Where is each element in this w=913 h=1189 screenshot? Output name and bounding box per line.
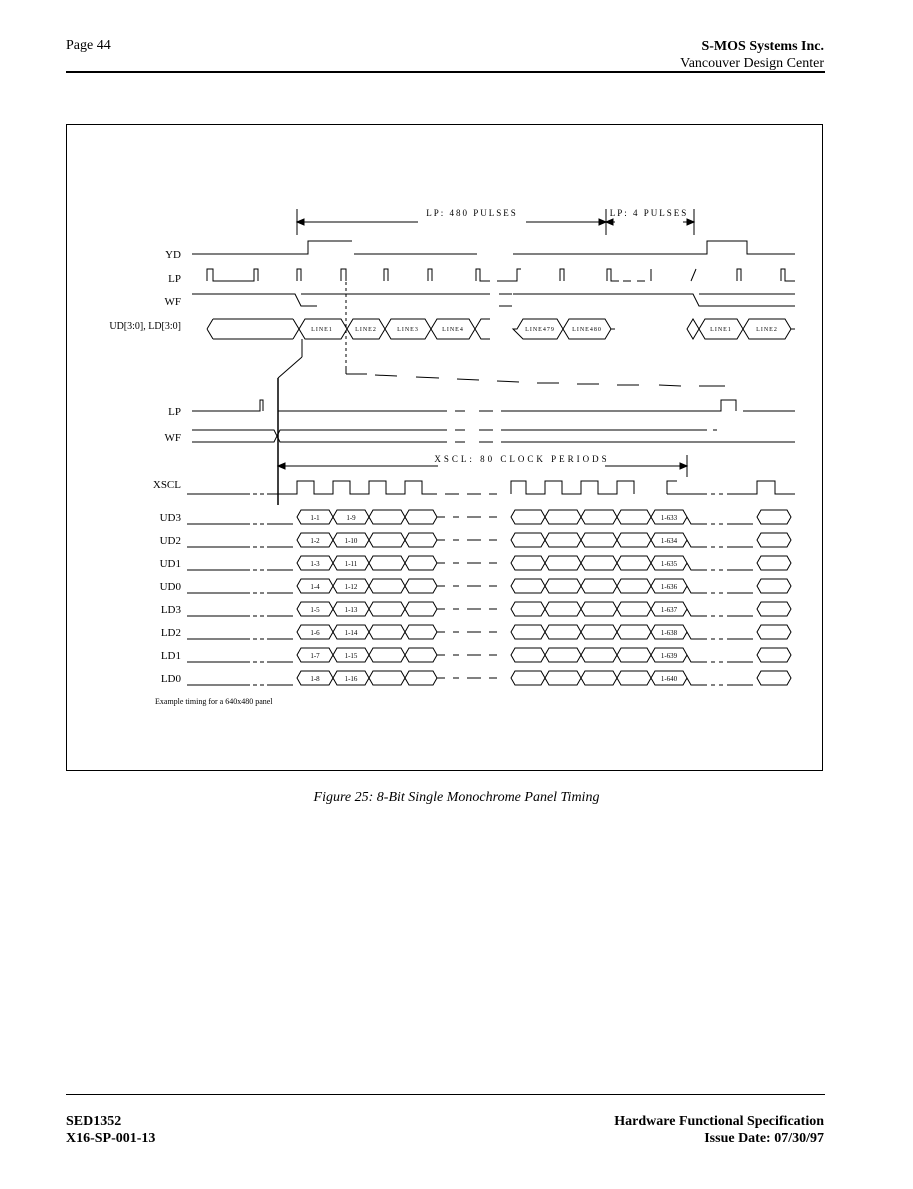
row-cell-label: 1-636	[660, 583, 678, 591]
data-row-ld1	[161, 648, 791, 662]
row-cell-label: 1-9	[346, 514, 356, 522]
row-cell-label: 1-16	[344, 675, 358, 683]
data-cell-line480: LINE480	[572, 327, 602, 333]
page-number: Page 44	[66, 38, 111, 53]
row-label-ld3: LD3	[160, 604, 181, 616]
data-cell-line1-next: LINE1	[710, 327, 732, 333]
doc-number: X16-SP-001-13	[66, 1131, 156, 1146]
wf-detail-waveform	[192, 430, 795, 442]
data-cell-line479: LINE479	[525, 327, 555, 333]
signal-label-lp-detail: LP	[168, 406, 181, 418]
row-label-ld0: LD0	[160, 673, 181, 685]
data-row-ld2	[161, 625, 791, 639]
row-cell-label: 1-14	[344, 629, 358, 637]
data-row-ud3	[160, 510, 791, 524]
footer-rule	[66, 1094, 825, 1095]
row-cell-label: 1-10	[344, 537, 358, 545]
signal-label-wf: WF	[164, 296, 181, 308]
signal-label-ud-ld: UD[3:0], LD[3:0]	[109, 321, 181, 332]
timing-diagram	[67, 125, 824, 772]
signal-label-xscl: XSCL	[152, 479, 181, 491]
row-cell-label: 1-15	[344, 652, 358, 660]
timing-figure	[66, 124, 823, 771]
row-label-ld1: LD1	[160, 650, 181, 662]
header-company-block	[680, 38, 824, 72]
data-row-ld0	[161, 671, 791, 685]
data-row-ud0	[160, 579, 791, 593]
row-cell-label: 1-8	[310, 675, 320, 683]
row-cell-label: 1-633	[660, 514, 678, 522]
xscl-periods-label: XSCL: 80 CLOCK PERIODS	[434, 454, 610, 464]
row-cell-label: 1-11	[344, 560, 358, 568]
doc-title: Hardware Functional Specification	[614, 1114, 824, 1129]
row-bus-cells	[297, 625, 791, 639]
signal-label-yd: YD	[165, 249, 181, 261]
lp-waveform	[207, 269, 795, 281]
row-cell-label: 1-3	[310, 560, 320, 568]
data-row-ud2	[160, 533, 791, 547]
zoom-guides	[278, 282, 725, 386]
row-bus-cells	[297, 556, 791, 570]
row-cell-label: 1-4	[310, 583, 320, 591]
yd-waveform	[192, 241, 352, 254]
wf-waveform	[192, 294, 795, 306]
row-label-ud1: UD1	[159, 558, 181, 570]
row-cell-label: 1-13	[344, 606, 358, 614]
footer-left	[66, 1113, 155, 1147]
department-name: Vancouver Design Center	[680, 56, 824, 71]
row-label-ud2: UD2	[159, 535, 181, 547]
data-cell-line3: LINE3	[397, 327, 419, 333]
example-note: Example timing for a 640x480 panel	[155, 697, 273, 706]
data-row-ud1	[160, 556, 791, 570]
data-cell-line1: LINE1	[311, 327, 333, 333]
row-cell-label: 1-634	[660, 537, 678, 545]
data-row-ld3	[161, 602, 791, 616]
signal-label-lp: LP	[168, 273, 181, 285]
row-cell-label: 1-640	[660, 675, 678, 683]
row-bus-cells	[297, 648, 791, 662]
figure-caption: Figure 25: 8-Bit Single Monochrome Panel Timing	[313, 790, 600, 805]
doc-id: SED1352	[66, 1114, 122, 1129]
row-bus-cells	[297, 510, 791, 524]
lp-4-label: LP: 4 PULSES	[609, 208, 689, 218]
xscl-annotation	[278, 454, 687, 477]
row-cell-label: 1-7	[310, 652, 320, 660]
row-cell-label: 1-639	[660, 652, 678, 660]
row-cell-label: 1-637	[660, 606, 678, 614]
footer-right	[614, 1113, 824, 1147]
row-cell-label: 1-1	[310, 514, 320, 522]
data-cell-line4: LINE4	[442, 327, 464, 333]
row-label-ud3: UD3	[159, 512, 181, 524]
top-data-bus	[207, 319, 795, 339]
company-name: S-MOS Systems Inc.	[701, 39, 824, 54]
data-cell-line2-next: LINE2	[756, 327, 778, 333]
issue-date: Issue Date: 07/30/97	[704, 1131, 824, 1146]
row-label-ud0: UD0	[159, 581, 181, 593]
row-cell-label: 1-2	[310, 537, 320, 545]
row-cell-label: 1-5	[310, 606, 320, 614]
lp-detail-waveform	[192, 400, 795, 411]
row-cell-label: 1-635	[660, 560, 678, 568]
row-label-ld2: LD2	[160, 627, 181, 639]
row-bus-cells	[297, 602, 791, 616]
lp-480-annotation	[297, 208, 694, 235]
row-bus-cells	[297, 579, 791, 593]
header-rule	[66, 71, 825, 73]
row-cell-label: 1-6	[310, 629, 320, 637]
data-cell-line2: LINE2	[355, 327, 377, 333]
row-bus-cells	[297, 671, 791, 685]
row-cell-label: 1-638	[660, 629, 678, 637]
signal-label-wf-detail: WF	[164, 432, 181, 444]
row-bus-cells	[297, 533, 791, 547]
lp-480-label: LP: 480 PULSES	[426, 208, 518, 218]
row-cell-label: 1-12	[344, 583, 358, 591]
